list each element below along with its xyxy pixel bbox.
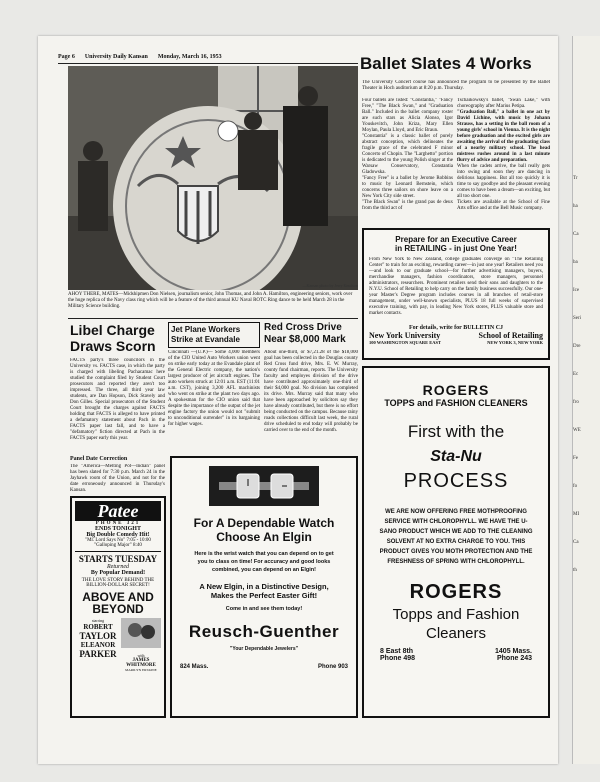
ballet-paragraph: "The Black Swan" is the grand pas de deux from the third act of — [362, 200, 453, 211]
strip-text-fragment: fo — [573, 484, 578, 489]
elgin-line-1: A New Elgin, in a Distinctive Design, — [199, 582, 329, 591]
patee-returned: Returned — [107, 564, 129, 570]
panel-subhead: Panel Date Correction — [70, 456, 128, 462]
strip-text-fragment: ba — [573, 260, 578, 265]
panel-body: The "America—Melting Pot—Indian" panel has been slated for 7:30 p.m. March 24 in the Jayhawk room of the Union, and not for the date erroneously announced in Thursday's Kansan. — [70, 464, 165, 493]
store-contact-row — [180, 664, 348, 670]
retailing-headline-1: Prepare for an Executive Career — [395, 235, 517, 244]
ballet-paragraph: "Constantia" is a classic ballet of purely abstract conception, which delineates the fragile grace of the celebrated F minor Concerto of Chopin. The "Larghetto" portion is dedicated to the young Polish singer at the Warsaw Conservatory, Constantia Gladowska. — [362, 134, 453, 175]
patee-theatre-ad — [70, 496, 166, 718]
rogers-location-1 — [380, 648, 415, 662]
patee-movie-1: "Mr. Lord Says No" 7:05 - 10:00 — [85, 538, 151, 543]
strip-text-fragment: Ice — [573, 288, 580, 293]
patee-star-1-last: TAYLOR — [79, 631, 117, 641]
store-phone: Phone 903 — [317, 664, 348, 670]
patee-stars — [75, 618, 121, 672]
paper-name: University Daily Kansan — [84, 54, 148, 60]
retailing-address-left: 100 WASHINGTON SQUARE EAST — [369, 340, 441, 345]
rogers-first: First with the — [407, 422, 505, 441]
retailing-school: School of Retailing — [478, 331, 543, 340]
patee-costar-1: JAMES — [132, 658, 150, 663]
rogers-address-2: 1405 Mass. — [495, 648, 532, 655]
retailing-body: From New York to New Zealand, college graduates converge on "The Retailing Center" to train for an exciting, rewarding career—in just one year! Retailers need you—and look to our graduate school—for further advertising managers, buyers, merchandise managers, fashion coordinators, store managers, personnel administrators, researchers. Prominent retailers send their sons and daughters to the N.Y.U. School of Retailing to help carry on the family business successfully. Our one-year Master's Degree program includes courses in all branches of retail-store management, under well-known specialists, PLUS 18 full weeks of supervised executive training, with pay, in leading New York stores, PLUS valuable store and market contacts. — [369, 257, 543, 316]
ballet-paragraph: "Fancy Free" is a ballet by Jerome Robbins to music by Leonard Bernstein, which concerns three sailors on shore leave on a New York City side street. — [362, 176, 453, 199]
ballet-lead: The University Concert course has announced the program to be presented by the Ballet Theater in Hoch auditorium at 8:20 p.m. Thursday. — [362, 80, 550, 91]
rogers-line-3: Cleaners — [425, 625, 487, 642]
patee-star-2: ELEANOR — [80, 641, 116, 649]
strip-text-fragment: Tr — [573, 176, 578, 181]
patee-starts: STARTS TUESDAY — [75, 551, 161, 564]
patee-logo: Patee — [75, 501, 161, 521]
rogers-cleaners-ad — [362, 366, 550, 718]
strip-text-fragment: Fe — [573, 456, 578, 461]
patee-demand: By Popular Demand! — [90, 570, 146, 576]
patee-starring: starring — [91, 618, 105, 623]
ballet-paragraph: Tickets are available at the School of Fine Arts office and at the Bell Music company. — [457, 200, 550, 211]
elgin-headline-2: Choose An Elgin — [216, 530, 312, 544]
patee-ends: ENDS TONIGHT — [95, 526, 141, 532]
retailing-school-row — [369, 331, 543, 340]
patee-title-1: ABOVE AND — [82, 590, 154, 604]
retailing-address-row — [369, 340, 543, 345]
strip-text-fragment: MI — [573, 512, 580, 517]
strip-text-fragment: th — [573, 568, 577, 573]
store-name: Reusch-Guenther — [188, 622, 340, 641]
rogers-address-1: 8 East 8th — [380, 648, 414, 655]
jet-headline: Jet Plane Workers Strike at Evandale — [171, 325, 241, 344]
strip-text-fragment: Seri — [573, 316, 582, 321]
patee-title-2: BEYOND — [92, 602, 144, 616]
ballet-paragraph: When the cadets arrive, the ball really gets into swing and soon they are dancing in delirious happiness. But all too quickly it is time to say goodbye and the pleasant evening comes to have been a dream—an exciting, but all too short one. — [457, 164, 550, 199]
ballet-column-1 — [362, 98, 453, 224]
rogers-line-2: Topps and Fashion — [392, 606, 520, 623]
redcross-headline: Red Cross Drive Near $8,000 Mark — [264, 322, 346, 345]
strip-text-fragment: fro — [573, 400, 579, 405]
patee-costar-3: MARILYN ERSKINE — [125, 668, 157, 672]
patee-phone: PHONE 321 — [95, 521, 141, 526]
rogers-phone-1: Phone 498 — [380, 655, 416, 662]
patee-with: with — [137, 653, 145, 658]
patee-portrait — [121, 618, 161, 672]
rogers-subtitle: TOPPS and FASHION CLEANERS — [384, 398, 528, 408]
strip-text-fragment: ha — [573, 204, 578, 209]
patee-portrait-image — [121, 618, 161, 648]
strip-text-fragment: Ca — [573, 232, 579, 237]
rogers-brand: Sta-Nu — [430, 448, 482, 465]
strip-text-fragment: Dre — [573, 344, 581, 349]
patee-movie-2: "Galloping Major" 8:40 — [94, 543, 142, 548]
ring-photo — [68, 66, 358, 290]
retailing-university: New York University — [369, 331, 441, 340]
jet-headline-box — [168, 322, 260, 348]
jet-body: Cincinnati —(U.P.)— Some 4,000 members of the CIO United Auto Workers union went on strike early today at the Evandale plant of the General Electric company, the nation's largest producer of jet aircraft engines. The auto workers struck at 12:01 a.m. EST (11:01 a.m. CST), joining 3,200 AFL machinists who went on strike at the plant two days ago. A spokesman for the CIO union said that despite the importance of the output of the jet engine factory the union would not "submit to unconditional surrender" in its bargaining for higher wages. — [168, 350, 260, 427]
patee-costar-2: WHITMORE — [126, 663, 156, 668]
rogers-contact-row — [380, 648, 532, 662]
retailing-details: For details, write for BULLETIN CJ — [408, 325, 504, 331]
elgin-watch-ad — [170, 456, 358, 718]
photo-credit: —Kansan photo by Jerry Knudson — [302, 283, 358, 288]
store-slogan: "Your Dependable Jewelers" — [229, 646, 298, 652]
page-number: Page 6 — [58, 54, 75, 60]
store-address: 824 Mass. — [180, 664, 209, 670]
retailing-address-right: NEW YORK 3, NEW YORK — [487, 340, 543, 345]
adjacent-page-strip — [572, 36, 600, 764]
photo-caption: AHOY THERE, MATES—Midshipmen Don Nielsen, journalism senior, John Thomas, and John A. Hamilton, engineering seniors, work over the huge replica of the Navy class ring which will be a feature of the third annual KU Naval ROTC Ring dance to be held March 28 in the Military Science building. — [68, 292, 353, 309]
patee-feature: Big Double Comedy Hit! — [86, 532, 150, 538]
ballet-paragraph: Four ballets are listed: "Constantia," "Fancy Free," "The Black Swan," and "Graduation Ball." Included in the ballet company roster are such stars as Alicia Alonso, Igor Youskevitch, John Kriza, Mary Ellen Moylan, Paula Lloyd, and Eric Braun. — [362, 98, 453, 133]
patee-star-2-last: PARKER — [79, 649, 117, 659]
redcross-body: About one-third, or $7,21.28 of the $18,000 goal has been collected in the Douglas county Red Cross fund drive, Mrs. E. W. Murray, county fund chairman, reports. The University faculty and employes division of the drive have contributed approximately one-third of their $4,000 goal. No division has completed its drive. Mrs. Murray said that many who have been approached by solicitors say they have already contributed, but there is no effort being conducted on the campus. Because rainy roads collections difficult last week, the rural drive scheduled to end today will probably be carried over to the end of the month. — [264, 350, 358, 433]
strip-text-fragment: Ec — [573, 372, 579, 377]
patee-tagline: THE LOVE STORY BEHIND THE BILLION-DOLLAR SECRET! — [81, 578, 155, 588]
retailing-headline-2: in RETAILING - in just One Year! — [395, 244, 517, 253]
ballet-column-2 — [457, 98, 550, 224]
strip-text-fragment: Ca — [573, 540, 579, 545]
issue-date: Monday, March 16, 1953 — [157, 54, 222, 60]
rogers-name-2: ROGERS — [409, 581, 503, 603]
rogers-process: PROCESS — [403, 470, 509, 492]
retailing-ad — [362, 228, 550, 360]
header-rule — [58, 63, 358, 64]
patee-cast — [75, 618, 161, 672]
elgin-line-2: Makes the Perfect Easter Gift! — [210, 591, 318, 600]
elgin-cta: Come in and see them today! — [225, 606, 303, 612]
elgin-body: Here is the wrist watch that you can depend on to get you to class on time! For accuracy and good looks combined, you can depend on an Elgin! — [194, 551, 334, 573]
libel-body: FACTS party's three councilors in the University vs. FACTS case, in which the party is charged with libeling Pachacamac here studied the complaint filed by Student Court prosecutors and reported they aren't too impressed. The three, all third year law students, are Dan Hopson, Dick Stavely and Don Gilles. Special prosecutors of the Student Court brought the charges against FACTS holding that FACTS is alleged to have printed a defamatory statement about Pach in the FACTS paper last fall, and to have a "defamatory" fiction directed at Pach in the FACTS paper early this year. — [70, 358, 165, 441]
ring-photo-image — [68, 66, 358, 290]
ballet-paragraph: "Graduation Ball," a ballet in one act by David Lichine, with music by Johann Strauss, has a setting in the ball room of a young girls' school in Vienna. It is the night before graduation and the excited girls are awaiting the arrival of the graduating class of a nearby military school. The head mistress rushes around in a last minute flurry of advice and preparation. — [457, 110, 550, 163]
rogers-body: WE ARE NOW OFFERING FREE MOTHPROOFING SERVICE WITH CHLOROPHYLL. WE HAVE THE U-SANO PRODUCT WHICH WE ADD TO THE CLEANING SOLVENT AT NO EXTRA CHARGE TO YOU. THIS PRODUCT GIVES YOU MOTH PROTECTION AND THE FRESHNESS OF SPRING WITH CHLOROPHYLL. — [379, 509, 533, 565]
elgin-headline-1: For A Dependable Watch — [193, 516, 335, 530]
rogers-name: ROGERS — [422, 382, 490, 398]
strip-text-fragment: WE — [573, 428, 581, 433]
rogers-location-2 — [495, 648, 532, 662]
libel-headline: Libel Charge Draws Scorn — [70, 322, 156, 354]
ballet-headline: Ballet Slates 4 Works — [360, 54, 532, 73]
patee-star-1: ROBERT — [83, 623, 113, 631]
section-rule — [68, 318, 358, 319]
rogers-phone-2: Phone 243 — [496, 655, 532, 662]
watch-illustration — [209, 466, 319, 506]
ballet-paragraph: Tschaikowsky's ballet, "Swan Lake," with choreography after Marius Petipa. — [457, 98, 550, 109]
